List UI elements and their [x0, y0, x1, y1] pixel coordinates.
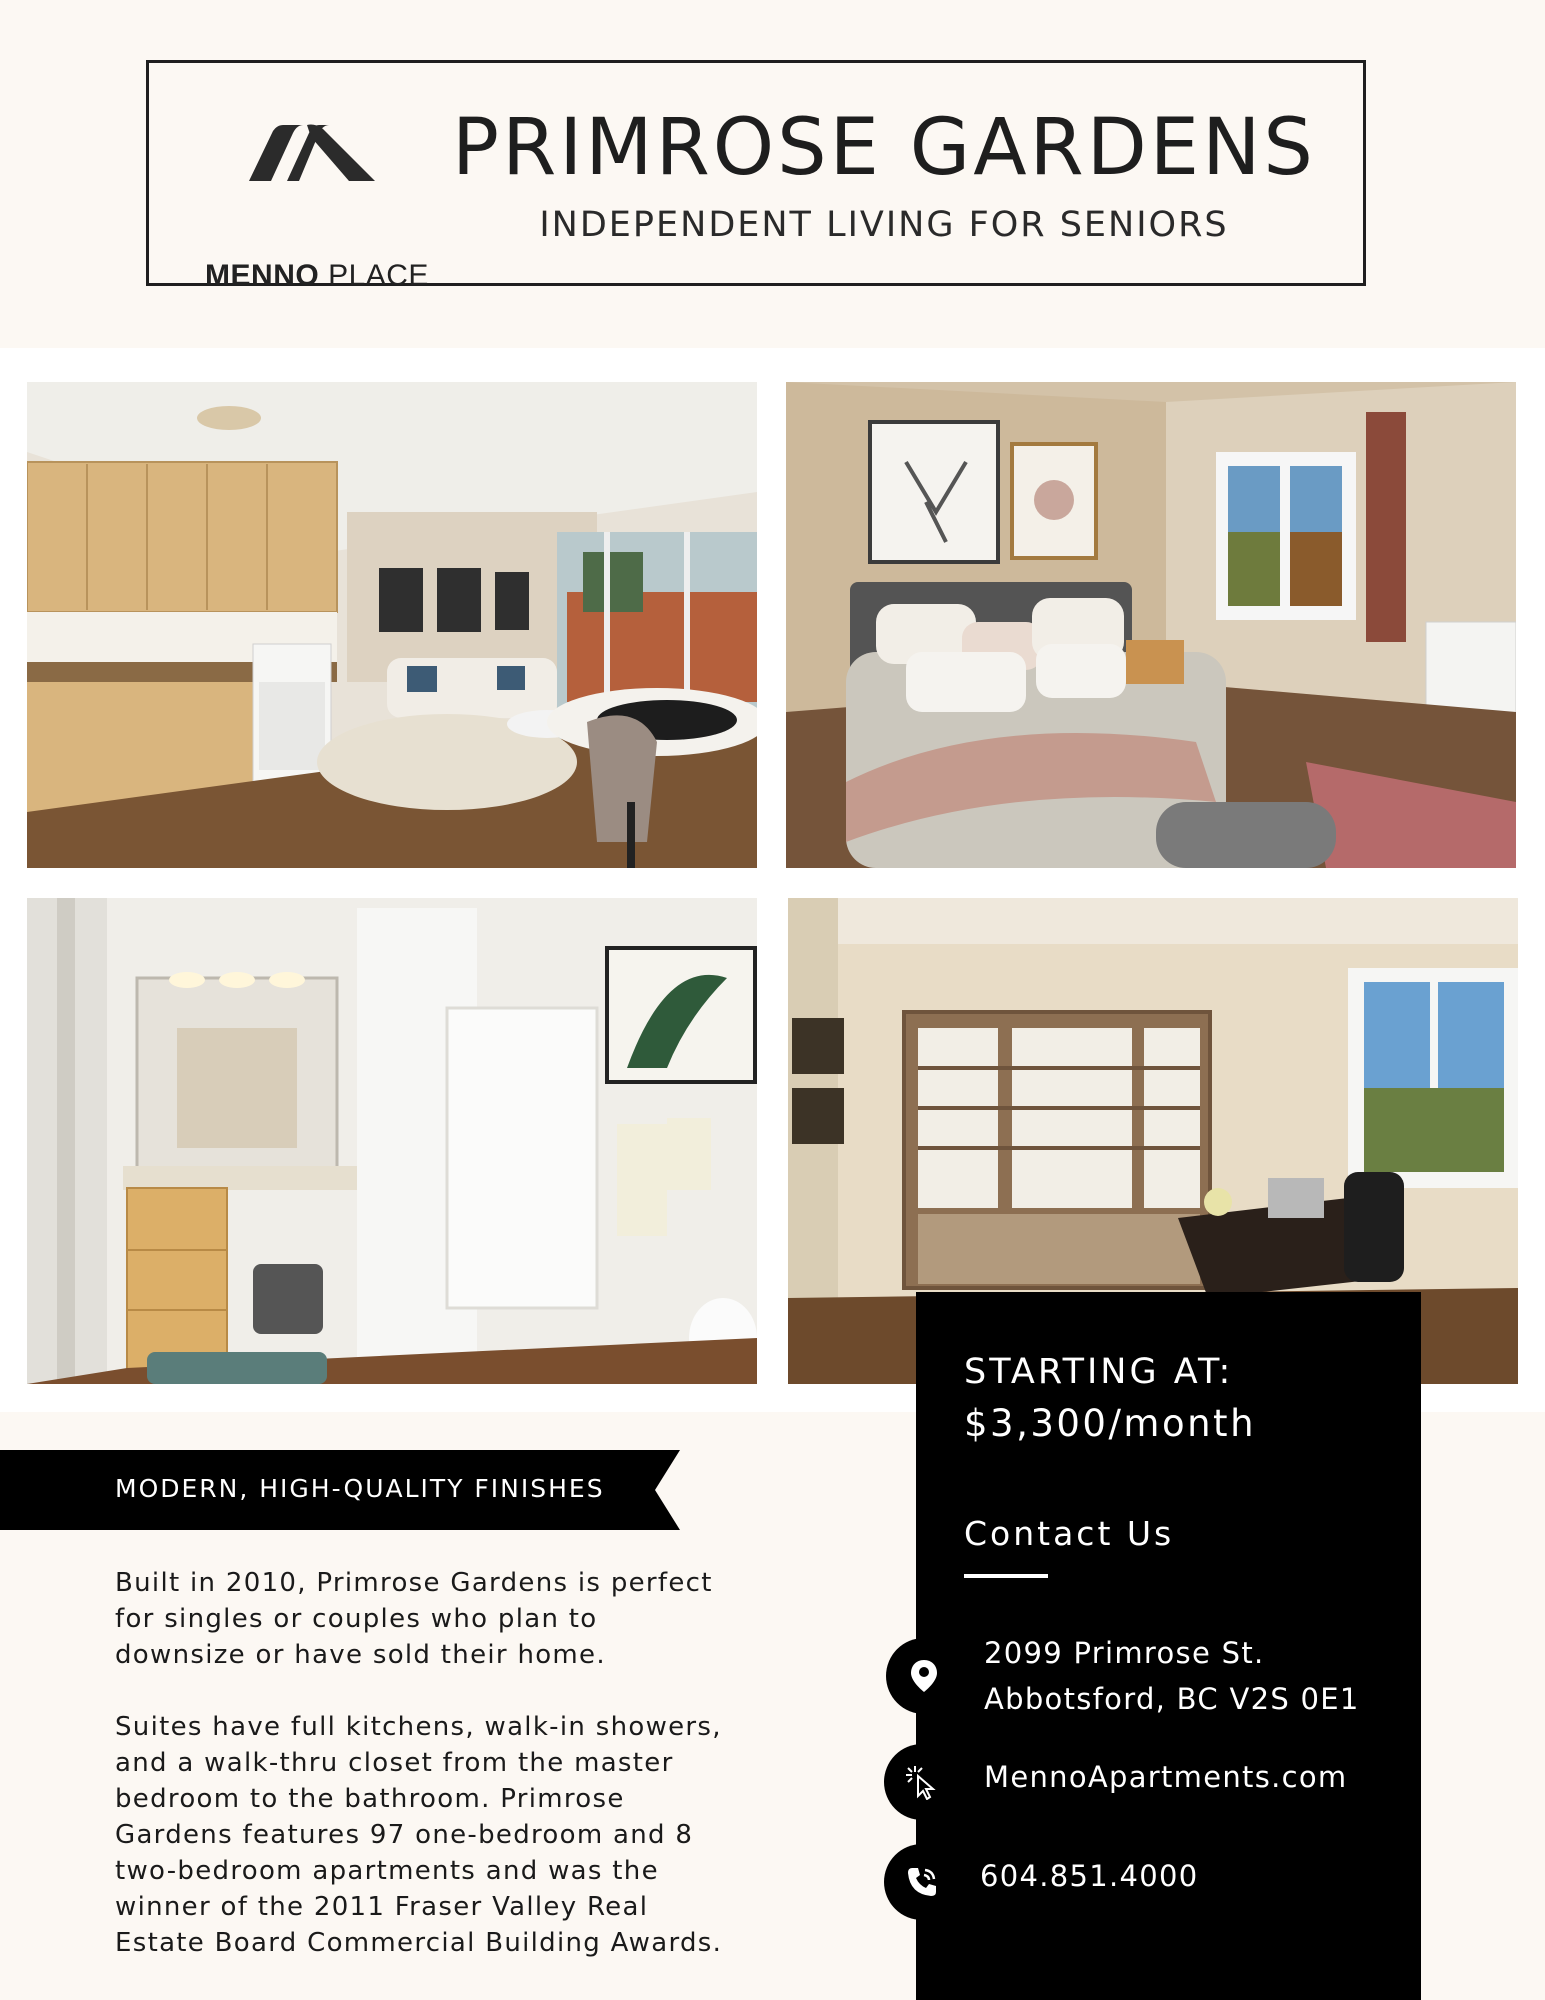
website-link[interactable]: MennoApartments.com [984, 1760, 1348, 1794]
logo-word-light: PLACE [328, 259, 429, 292]
kitchen-living-photo [27, 382, 757, 868]
logo-wordmark [197, 259, 437, 293]
price-value: $3,300/month [964, 1402, 1257, 1445]
page-title: PRIMROSE GARDENS [452, 103, 1316, 193]
contact-heading: Contact Us [964, 1514, 1175, 1553]
logo-word-bold: MENNO [205, 259, 320, 292]
header-box [146, 60, 1366, 292]
menno-logo-mark-icon [245, 123, 377, 187]
features-paragraph: Suites have full kitchens, walk-in showers, and a walk-thru closet from the master bedroom to the bathroom. Primrose Gardens features 97 one-bedroom and 8 two-bedroom apartments and was the winner of the 2011 Fraser Valley Real Estate Board Commercial Building Awards. [115, 1712, 723, 1958]
ribbon-label: MODERN, HIGH-QUALITY FINISHES [115, 1474, 605, 1503]
address-line-1: 2099 Primrose St. [984, 1636, 1265, 1670]
address-line-2: Abbotsford, BC V2S 0E1 [984, 1682, 1360, 1716]
price-label: STARTING AT: [964, 1352, 1234, 1392]
intro-paragraph: Built in 2010, Primrose Gardens is perfect for singles or couples who plan to downsize or have sold their home. [115, 1568, 713, 1670]
bathroom-photo [27, 898, 757, 1384]
page-subtitle: INDEPENDENT LIVING FOR SENIORS [539, 205, 1229, 245]
location-pin-icon [886, 1638, 962, 1714]
phone-number[interactable]: 604.851.4000 [980, 1859, 1199, 1893]
contact-panel [916, 1292, 1421, 2000]
bedroom-photo [786, 382, 1516, 868]
menno-place-logo [197, 123, 429, 292]
cursor-click-icon [884, 1744, 960, 1820]
phone-icon [884, 1844, 960, 1920]
contact-divider [964, 1574, 1048, 1578]
section-ribbon [0, 1450, 680, 1530]
